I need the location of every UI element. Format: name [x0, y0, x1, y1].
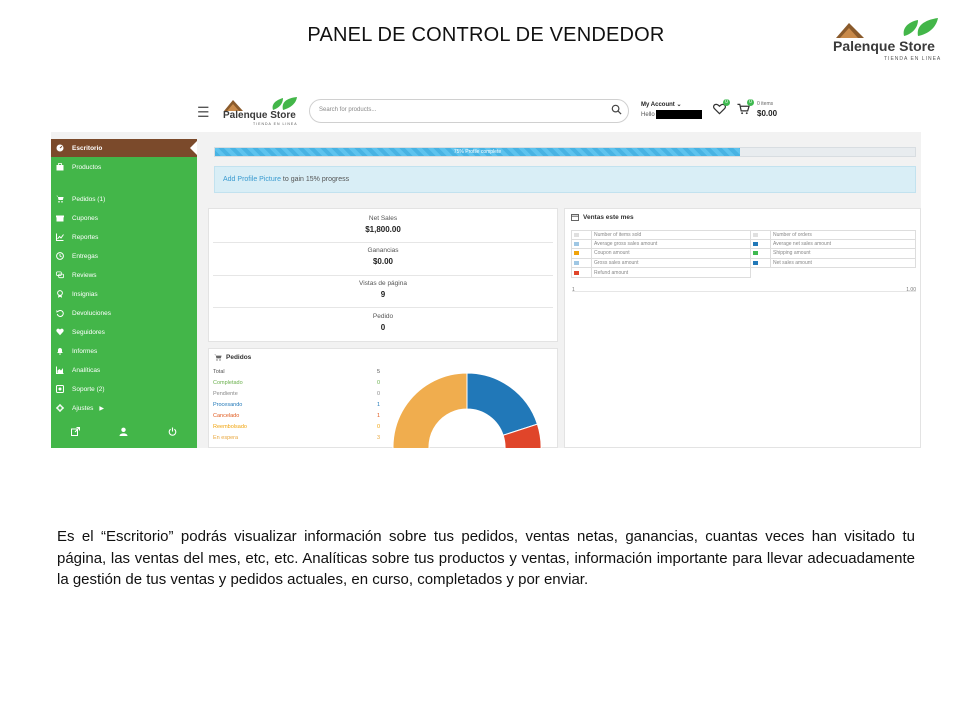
- add-profile-picture-link[interactable]: Add Profile Picture: [223, 176, 281, 183]
- brand-tagline: TIENDA EN LINEA: [884, 56, 942, 62]
- progress-label: 75% Profile complete: [453, 149, 502, 155]
- legend-item[interactable]: [571, 249, 751, 259]
- header-logo[interactable]: [221, 96, 301, 128]
- brand-name: Palenque Store: [833, 38, 935, 54]
- gear-icon: [56, 404, 64, 412]
- orders-title: Pedidos: [226, 354, 252, 361]
- palenque-store-logo: [832, 18, 942, 66]
- orders-donut-chart: [387, 365, 547, 448]
- orders-header: [214, 354, 251, 361]
- order-status-label: Reembolsado: [213, 424, 247, 430]
- sales-chart-title: Ventas este mes: [583, 214, 634, 221]
- legend-label: Number of orders: [773, 231, 812, 238]
- order-status-row[interactable]: [213, 413, 383, 419]
- legend-label: Net sales amount: [773, 260, 812, 267]
- legend-swatch: [574, 251, 579, 255]
- dashboard-icon: [56, 144, 64, 152]
- order-status-count: 5: [377, 369, 381, 375]
- legend-item[interactable]: [750, 240, 916, 250]
- order-status-label: Procesando: [213, 402, 243, 408]
- sidebar-item-devoluciones[interactable]: [51, 304, 197, 322]
- award-icon: [56, 290, 64, 298]
- order-status-row[interactable]: [213, 380, 383, 386]
- divider: [213, 275, 553, 276]
- stat-pedido: [213, 313, 553, 332]
- sidebar-item-pedidos[interactable]: [51, 190, 197, 208]
- sidebar-item-label: Seguidores: [72, 328, 105, 336]
- sidebar-item-label: Informes: [72, 347, 98, 355]
- chart-axis-line: [572, 291, 916, 292]
- sales-chart-header: [571, 214, 634, 221]
- legend-item[interactable]: [571, 268, 751, 278]
- stat-vistas: [213, 280, 553, 299]
- sidebar-item-soporte[interactable]: [51, 380, 197, 398]
- header-brand-name: Palenque Store: [223, 110, 296, 121]
- stat-value: 0: [380, 323, 386, 332]
- donut-slice-procesando[interactable]: [467, 373, 537, 435]
- chevron-down-icon: ⌄: [676, 102, 682, 108]
- sidebar-item-label: Analíticas: [72, 366, 101, 374]
- stats-card: [208, 208, 558, 342]
- sidebar-item-label: Cupones: [72, 214, 99, 222]
- order-status-label: Completado: [213, 380, 243, 386]
- legend-swatch: [753, 242, 758, 246]
- wishlist-count-badge: 0: [723, 99, 730, 106]
- legend-swatch: [574, 242, 579, 246]
- search-placeholder: Search for products...: [319, 107, 377, 113]
- account-menu[interactable]: [641, 101, 702, 119]
- sales-chart-card: [564, 208, 921, 448]
- stat-label: Ganancias: [367, 247, 399, 254]
- calendar-icon: [571, 214, 579, 221]
- support-icon: [56, 385, 64, 393]
- description-paragraph: Es el “Escritorio” podrás visualizar información sobre tus pedidos, ventas netas, ganancias, cuantas veces han visitado tu página, las ventas del mes, etc, etc. Analíticas sobre tus productos y ventas, información importante para llevar adecuadamente la gestión de tus ventas y pedidos actuales, en curso, completados y por enviar.: [57, 528, 915, 588]
- header-brand-tagline: TIENDA EN LINEA: [253, 122, 298, 126]
- briefcase-icon: [56, 163, 64, 171]
- sidebar-item-productos[interactable]: [51, 158, 197, 176]
- sidebar-item-label: Soporte (2): [72, 385, 105, 393]
- stat-value: $1,800.00: [365, 225, 401, 234]
- account-greeting: Hello: [641, 111, 655, 118]
- legend-swatch: [753, 251, 758, 255]
- stat-ganancias: [213, 247, 553, 266]
- search-input[interactable]: [309, 99, 629, 123]
- legend-right: [750, 230, 916, 268]
- sidebar-item-cupones[interactable]: [51, 209, 197, 227]
- order-status-row[interactable]: [213, 402, 383, 408]
- legend-swatch: [574, 233, 579, 237]
- profile-notice-text: to gain 15% progress: [280, 176, 350, 183]
- progress-fill: [215, 148, 740, 156]
- sidebar-item-entregas[interactable]: [51, 247, 197, 265]
- order-status-label: En espera: [213, 435, 239, 441]
- stat-label: Net Sales: [368, 215, 398, 222]
- axis-label-right: 1.00: [906, 287, 916, 293]
- order-status-row[interactable]: [213, 435, 383, 441]
- cart-total: $0.00: [757, 109, 778, 118]
- legend-swatch: [753, 261, 758, 265]
- sidebar-item-seguidores[interactable]: [51, 323, 197, 341]
- slide-title: PANEL DE CONTROL DE VENDEDOR: [307, 24, 665, 46]
- sidebar-item-label: Escritorio: [72, 144, 103, 152]
- order-status-label: Pendiente: [213, 391, 238, 397]
- wishlist-button[interactable]: [713, 99, 728, 120]
- legend-item[interactable]: [571, 230, 751, 240]
- stat-label: Vistas de página: [359, 280, 407, 287]
- redacted-username: [656, 110, 702, 119]
- heart-icon: [56, 328, 64, 336]
- sidebar-item-label: Entregas: [72, 252, 99, 260]
- power-icon[interactable]: [168, 427, 177, 436]
- legend-swatch: [574, 261, 579, 265]
- stat-net-sales: [213, 215, 553, 234]
- divider: [213, 242, 553, 243]
- cart-icon: [56, 195, 64, 203]
- external-link-icon[interactable]: [71, 427, 80, 436]
- legend-label: Refund amount: [594, 269, 629, 276]
- sidebar-item-label: Reviews: [72, 271, 97, 279]
- sidebar-item-analiticas[interactable]: [51, 361, 197, 379]
- undo-icon: [56, 309, 64, 317]
- cart-count-badge: 0: [747, 99, 754, 106]
- divider: [213, 307, 553, 308]
- order-status-count: 1: [377, 402, 381, 408]
- order-status-count: 0: [377, 424, 381, 430]
- legend-label: Gross sales amount: [594, 260, 639, 267]
- sidebar-item-label: Reportes: [72, 233, 99, 241]
- area-chart-icon: [56, 366, 64, 374]
- legend-label: Shipping amount: [773, 250, 811, 257]
- gift-icon: [56, 214, 64, 222]
- comments-icon: [56, 271, 64, 279]
- account-label: My Account: [641, 102, 675, 108]
- sidebar-item-informes[interactable]: [51, 342, 197, 360]
- legend-item[interactable]: [571, 240, 751, 250]
- order-status-row[interactable]: [213, 424, 383, 430]
- order-status-row[interactable]: [213, 369, 383, 375]
- cart-summary[interactable]: [757, 101, 777, 118]
- order-status-label: Total: [213, 369, 225, 375]
- order-status-row[interactable]: [213, 391, 383, 397]
- order-status-count: 3: [377, 435, 381, 441]
- sidebar-item-escritorio[interactable]: [51, 139, 197, 157]
- cart-icon: [214, 354, 222, 361]
- cart-button[interactable]: [737, 99, 752, 120]
- legend-swatch: [574, 271, 579, 275]
- chart-icon: [56, 233, 64, 241]
- profile-progress-bar: [214, 147, 916, 157]
- sidebar-footer: [51, 423, 197, 439]
- sidebar-item-ajustes[interactable]: [51, 399, 197, 417]
- stat-value: $0.00: [372, 257, 394, 266]
- sidebar-item-label: Ajustes: [72, 404, 94, 412]
- clock-icon: [56, 252, 64, 260]
- stat-label: Pedido: [372, 313, 394, 320]
- cart-items: 0 items: [757, 101, 774, 107]
- legend-left: [571, 230, 751, 278]
- active-indicator-icon: [190, 141, 197, 155]
- sidebar-item-label: Insignias: [72, 290, 98, 298]
- caret-right-icon: ▶: [99, 405, 104, 412]
- order-status-label: Cancelado: [213, 413, 240, 419]
- stat-value: 9: [380, 290, 386, 299]
- top-bar: [51, 92, 921, 132]
- search-icon[interactable]: [611, 104, 622, 115]
- sidebar-item-label: Productos: [72, 163, 102, 171]
- hamburger-menu-icon[interactable]: ☰: [197, 104, 210, 120]
- vendor-sidebar: [51, 139, 197, 448]
- sidebar-item-reportes[interactable]: [51, 228, 197, 246]
- legend-item[interactable]: [750, 259, 916, 269]
- legend-label: Average net sales amount: [773, 240, 832, 247]
- legend-label: Number of items sold: [594, 231, 642, 238]
- bell-icon: [56, 347, 64, 355]
- legend-item[interactable]: [571, 259, 751, 269]
- order-status-count: 0: [377, 380, 381, 386]
- order-status-count: 0: [377, 391, 381, 397]
- legend-label: Average gross sales amount: [594, 240, 658, 247]
- legend-label: Coupon amount: [594, 250, 630, 257]
- profile-notice: [214, 166, 916, 193]
- user-icon[interactable]: [119, 427, 128, 436]
- dashboard-screenshot: [51, 92, 921, 448]
- legend-item[interactable]: [750, 249, 916, 259]
- sidebar-item-label: Devoluciones: [72, 309, 112, 317]
- legend-swatch: [753, 233, 758, 237]
- sidebar-item-reviews[interactable]: [51, 266, 197, 284]
- axis-label-left: 1: [572, 287, 575, 293]
- sidebar-item-insignias[interactable]: [51, 285, 197, 303]
- legend-item[interactable]: [750, 230, 916, 240]
- order-status-count: 1: [377, 413, 381, 419]
- orders-card: [208, 348, 558, 448]
- sidebar-item-label: Pedidos (1): [72, 195, 106, 203]
